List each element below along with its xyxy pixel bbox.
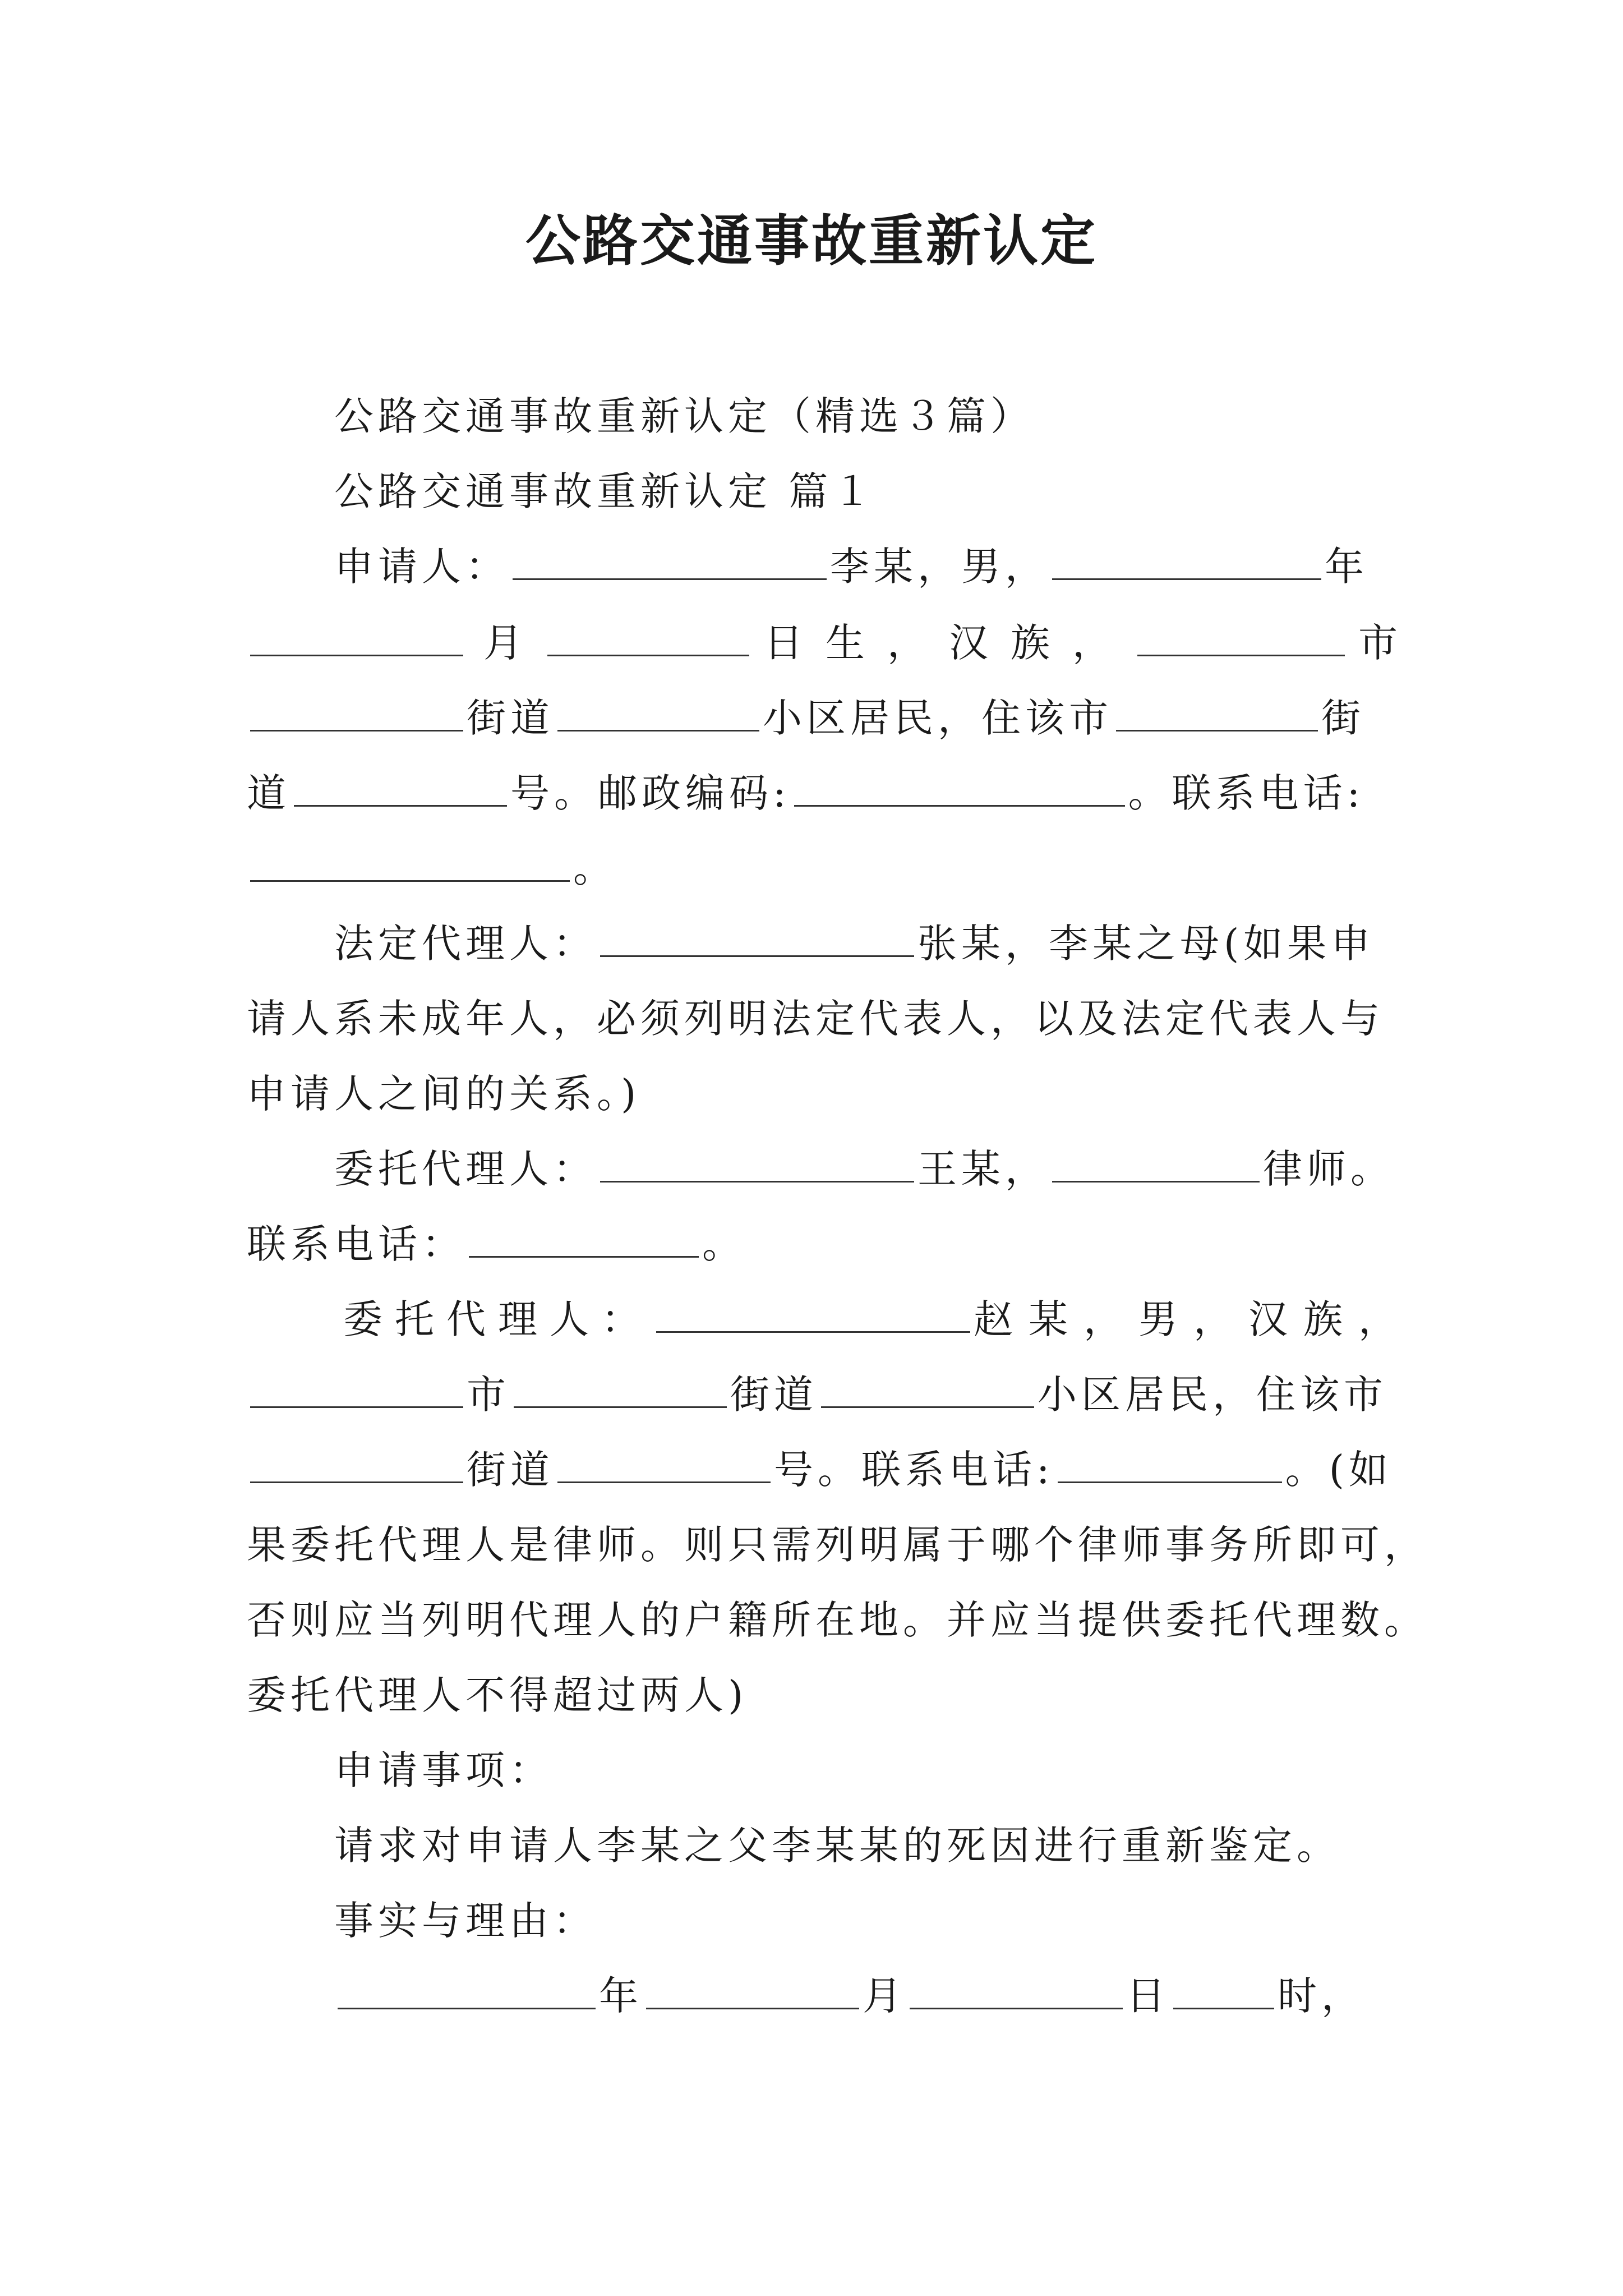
agent2-info: 赵某，男，汉族， [974, 1296, 1413, 1342]
agent2-line-4: 果委托代理人是律师。则只需列明属于哪个律师事务所即可， [247, 1522, 1428, 1568]
blank-field [250, 615, 463, 656]
blank-field [794, 766, 1125, 807]
subtitle: 公路交通事故重新认定（精选３篇） [334, 393, 1034, 439]
street-label: 街道 [730, 1372, 818, 1418]
blank-field [600, 1142, 914, 1182]
agent1-line-2 [247, 1211, 746, 1278]
legal-agent-text: 张某，李某之母(如果申 [917, 921, 1375, 967]
document-title: 公路交通事故重新认定 [525, 209, 1098, 273]
applicant-label: 申请人： [334, 544, 509, 590]
agent2-line-3 [247, 1436, 1393, 1503]
blank-field [250, 1442, 463, 1483]
birth-ethnicity: 日生，汉族， [764, 620, 1134, 666]
blank-field [557, 691, 759, 731]
street-label: 街道 [467, 695, 554, 741]
month-label: 月 [483, 620, 527, 666]
residence-text: 小区居民，住该市 [763, 695, 1113, 741]
blank-field [656, 1292, 970, 1333]
street-end: 街 [1321, 695, 1365, 741]
phone-label: 。联系电话: [1128, 770, 1365, 816]
blank-field [910, 1968, 1123, 2009]
legal-agent-label: 法定代理人： [334, 921, 597, 967]
blank-field [821, 1367, 1034, 1408]
street-label: 街道 [467, 1447, 554, 1493]
blank-field [250, 841, 570, 882]
hour-label: 时， [1278, 1973, 1365, 2019]
applicant-line-5 [247, 835, 617, 902]
applicant-name-info: 李某，男， [830, 544, 1049, 590]
blank-field [1116, 691, 1318, 731]
blank-field [646, 1968, 859, 2009]
legal-agent-line-2: 请人系未成年人，必须列明法定代表人，以及法定代表人与 [247, 996, 1384, 1042]
year-label: 年 [1325, 544, 1368, 590]
blank-field [338, 1968, 596, 2009]
day-label: 日 [1126, 1973, 1170, 2019]
facts-label: 事实与理由： [334, 1898, 597, 1944]
agent1-label: 委托代理人： [334, 1146, 597, 1192]
blank-field [294, 766, 507, 807]
blank-field [1052, 539, 1321, 580]
residence-text: 小区居民，住该市 [1038, 1372, 1387, 1418]
period: 。 [702, 1221, 746, 1267]
agent1-lawyer: 律师。 [1263, 1146, 1394, 1192]
applicant-line-3 [247, 684, 1365, 752]
blank-field [1058, 1442, 1282, 1483]
agent2-line-2 [247, 1361, 1387, 1428]
request-label: 申请事项： [334, 1747, 553, 1793]
blank-field [514, 1367, 727, 1408]
blank-field [600, 916, 914, 957]
blank-field [1137, 615, 1345, 656]
dao-text: 道 [247, 770, 291, 816]
blank-field [557, 1442, 771, 1483]
agent1-line-1 [334, 1135, 1394, 1203]
phone-label: 号。联系电话: [774, 1447, 1054, 1493]
blank-field [547, 615, 749, 656]
agent2-line-1 [343, 1286, 1413, 1353]
blank-field [1052, 1142, 1260, 1182]
blank-field [1173, 1968, 1274, 2009]
legal-agent-line-3: 申请人之间的关系。) [247, 1071, 641, 1117]
month-label: 月 [863, 1973, 906, 2019]
postcode-label: 号。邮政编码: [510, 770, 791, 816]
city-label: 市 [1358, 620, 1402, 666]
agent2-line-6: 委托代理人不得超过两人) [247, 1672, 748, 1718]
blank-field [513, 539, 827, 580]
applicant-line-2 [247, 609, 1402, 677]
blank-field [250, 1367, 463, 1408]
period: 。 [573, 845, 617, 891]
request-content: 请求对申请人李某之父李某某的死因进行重新鉴定。 [334, 1823, 1340, 1869]
blank-field [250, 691, 463, 731]
year-label: 年 [599, 1973, 643, 2019]
agent1-phone-label: 联系电话： [247, 1221, 465, 1267]
agent1-name: 王某， [917, 1146, 1049, 1192]
legal-agent-line-1 [334, 910, 1375, 977]
applicant-line-4 [247, 760, 1364, 827]
agent2-label: 委托代理人： [343, 1296, 653, 1342]
applicant-line-1 [334, 533, 1368, 600]
city-label: 市 [467, 1372, 510, 1418]
section-heading: 公路交通事故重新认定 篇１ [334, 468, 877, 514]
note-start: 。(如 [1285, 1447, 1393, 1493]
agent2-line-5: 否则应当列明代理人的户籍所在地。并应当提供委托代理数。 [247, 1597, 1428, 1643]
facts-date-line [334, 1962, 1365, 2030]
blank-field [469, 1217, 699, 1258]
